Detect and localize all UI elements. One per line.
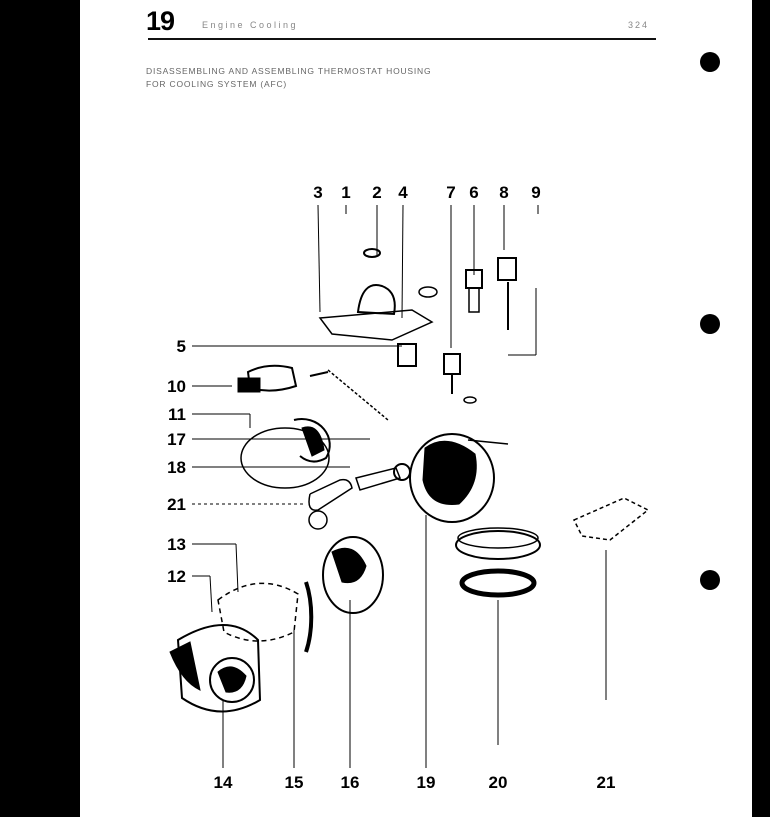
callout-21-left: 21	[167, 495, 186, 514]
manual-page	[80, 0, 752, 817]
section-title: Engine Cooling	[202, 20, 299, 30]
callout-19: 19	[416, 773, 436, 792]
callout-20: 20	[488, 773, 508, 792]
callout-7: 7	[446, 183, 456, 202]
callout-8: 8	[499, 183, 509, 202]
callout-17: 17	[167, 430, 186, 449]
callout-6: 6	[469, 183, 479, 202]
callout-10: 10	[167, 377, 186, 396]
bottom-callouts	[214, 773, 616, 792]
top-callouts	[313, 183, 540, 202]
callout-18: 18	[167, 458, 186, 477]
callout-1: 1	[341, 183, 351, 202]
callout-15: 15	[284, 773, 304, 792]
callout-2: 2	[372, 183, 382, 202]
thermostat-housing-parts	[170, 249, 648, 712]
procedure-heading-line-1: DISASSEMBLING AND ASSEMBLING THERMOSTAT HOUSING	[146, 66, 432, 76]
page-code: 324	[628, 20, 650, 30]
left-callouts	[167, 337, 186, 586]
section-number: 19	[146, 6, 175, 36]
procedure-heading-line-2: FOR COOLING SYSTEM (AFC)	[146, 79, 288, 89]
callout-4: 4	[398, 183, 408, 202]
callout-3: 3	[313, 183, 323, 202]
callout-14: 14	[213, 773, 233, 792]
callout-13: 13	[167, 535, 186, 554]
callout-5: 5	[176, 337, 186, 356]
callout-12: 12	[167, 567, 186, 586]
callout-16: 16	[340, 773, 360, 792]
callout-21-bottom: 21	[596, 773, 616, 792]
exploded-view-diagram	[80, 0, 752, 817]
callout-9: 9	[531, 183, 541, 202]
callout-11: 11	[168, 405, 186, 424]
